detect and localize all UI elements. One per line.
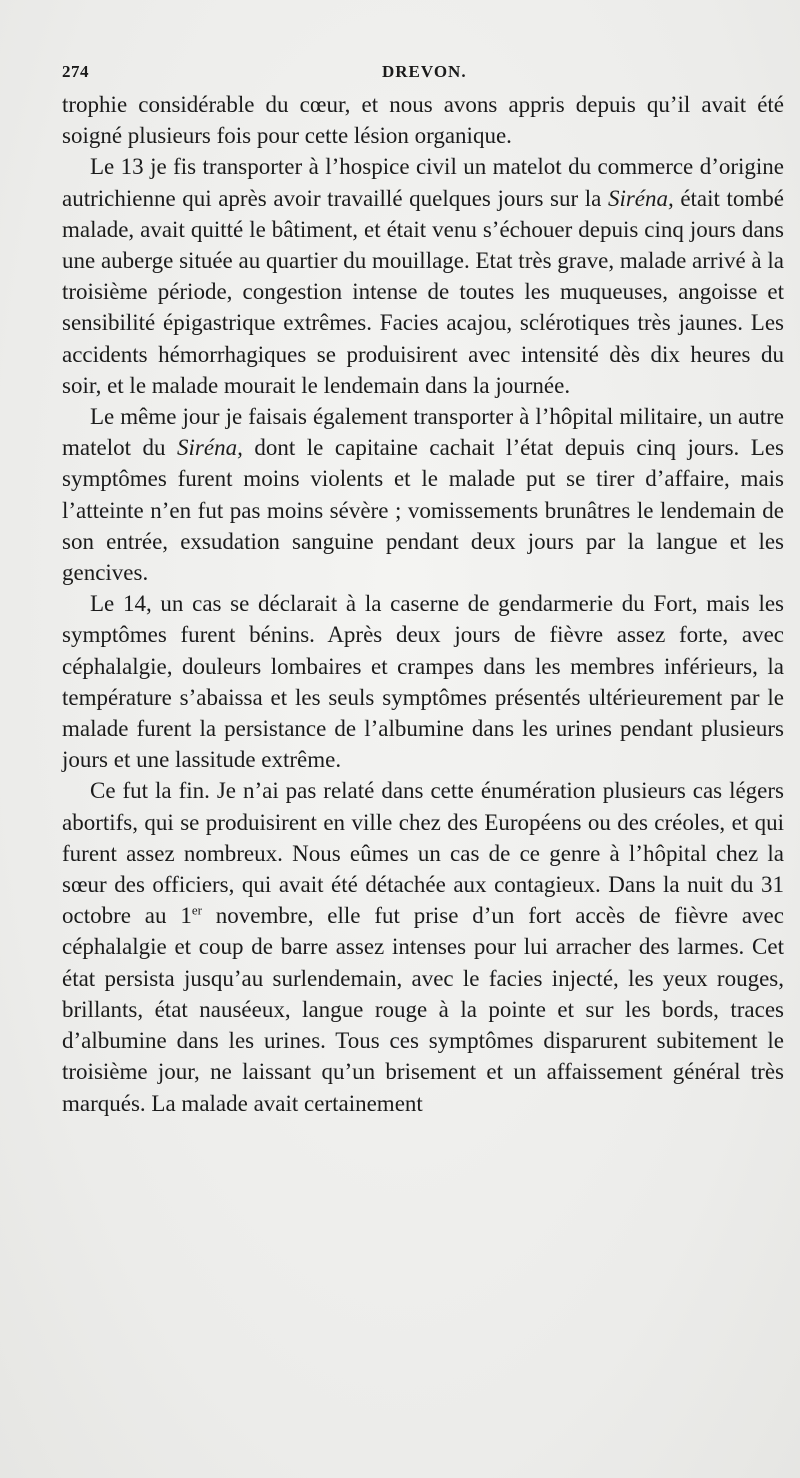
page-number: 274 — [62, 62, 89, 81]
ordinal-superscript: er — [191, 902, 202, 918]
ship-name: Siréna, — [177, 435, 243, 461]
paragraph-2-start: Le 13 je fis transporter à l’hospice civil un matelot du commerce d’origine autrichienne qui après avoir travaillé quelques jours sur la — [62, 154, 784, 211]
paragraph-1: trophie considérable du cœur, et nous avons appris depuis qu’il avait été soigné plusieurs fois pour cette lésion organique. — [62, 92, 784, 149]
paragraph-2 — [62, 151, 784, 401]
page-header — [62, 62, 772, 86]
paragraph-3-start: Le même jour je faisais également transporter à l’hôpital militaire, un autre matelot du — [62, 404, 784, 461]
paragraph-5-start: Ce fut la fin. Je n’ai pas relaté dans cette énumération plusieurs cas légers abortifs, qui se produisirent en ville chez des Européens ou des créoles, et qui furent assez nombreux. Nous eûmes un cas de ce genre à l’hôpital chez la sœur des officiers, qui avait été détachée aux contagieux. Dans la nuit du 31 octobre au 1 — [62, 778, 784, 929]
ship-name: Siréna, — [607, 185, 674, 211]
body-text — [62, 89, 784, 1119]
paragraph-2-rest: était tombé malade, avait quitté le bâtiment, et était venu s’échouer depuis cinq jours dans une auberge située au quartier du mouillage. Etat très grave, malade arrivé à la troisième période, congestion intense de toutes les muqueuses, angoisse et sensibilité épigastrique extrêmes. Facies acajou, sclérotiques très jaunes. Les accidents hémorrhagiques se produisirent avec intensité dès dix heures du soir, et le malade mourait le lendemain dans la journée. — [62, 185, 784, 398]
paragraph-5-rest: novembre, elle fut prise d’un fort accès de fièvre avec céphalalgie et coup de barre assez intenses pour lui arracher des larmes. Cet état persista jusqu’au surlendemain, avec le facies injecté, les yeux rouges, brillants, état nauséeux, langue rouge à la pointe et sur les bords, traces d’albumine dans les urines. Tous ces symptômes disparurent subitement le troisième jour, ne laissant qu’un brisement et un affaissement général très marqués. La malade avait certainement — [62, 903, 784, 1116]
paragraph-4: Le 14, un cas se déclarait à la caserne de gendarmerie du Fort, mais les symptômes furent bénins. Après deux jours de fièvre assez forte, avec céphalalgie, douleurs lombaires et crampes dans les membres inférieurs, la température s’abaissa et les seuls symptômes présentés ultérieurement par le malade furent la persistance de l’albumine dans les urines pendant plusieurs jours et une lassitude extrême. — [62, 591, 784, 773]
paragraph-5 — [62, 775, 784, 1118]
paragraph-3-rest: dont le capitaine cachait l’état depuis cinq jours. Les symptômes furent moins violents et le malade put se tirer d’affaire, mais l’atteinte n’en fut pas moins sévère ; vomissements brunâtres le lendemain de son entrée, exsudation sanguine pendant deux jours par la langue et les gencives. — [62, 435, 784, 586]
paragraph-3 — [62, 401, 784, 588]
running-head: DREVON. — [382, 62, 467, 81]
